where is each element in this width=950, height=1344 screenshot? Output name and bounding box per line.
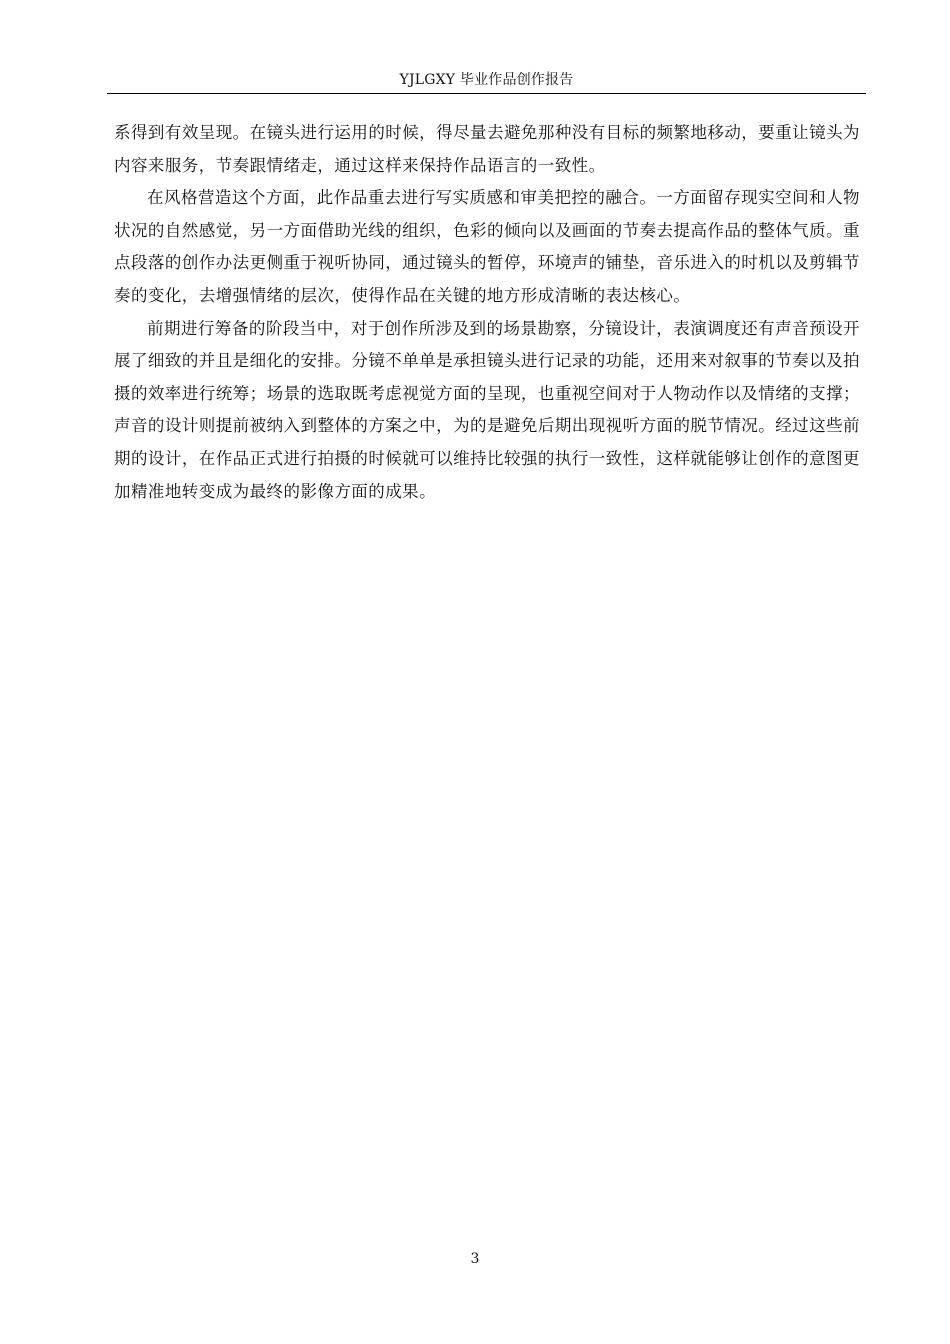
page-header [107,66,866,94]
header-title: YJLGXY 毕业作品创作报告 [399,72,574,88]
page-number: 3 [470,1251,480,1267]
body-text [114,117,860,508]
paragraph-continuation: 系得到有效呈现。在镜头进行运用的时候，得尽量去避免那种没有目标的频繁地移动，要重让镜头为内容来服务，节奏跟情绪走，通过这样来保持作品语言的一致性。 [114,123,860,175]
paragraph-preproduction: 前期进行筹备的阶段当中，对于创作所涉及到的场景勘察，分镜设计，表演调度还有声音预设开展了细致的并且是细化的安排。分镜不单单是承担镜头进行记录的功能，还用来对叙事的节奏以及拍摄的效率进行统筹；场景的选取既考虑视觉方面的呈现，也重视空间对于人物动作以及情绪的支撑；声音的设计则提前被纳入到整体的方案之中，为的是避免后期出现视听方面的脱节情况。经过这些前期的设计，在作品正式进行拍摄的时候就可以维持比较强的执行一致性，这样就能够让创作的意图更加精准地转变成为最终的影像方面的成果。 [114,318,860,501]
paragraph-style: 在风格营造这个方面，此作品重去进行写实质感和审美把控的融合。一方面留存现实空间和人物状况的自然感觉，另一方面借助光线的组织，色彩的倾向以及画面的节奏去提高作品的整体气质。重点段落的创作办法更侧重于视听协同，通过镜头的暂停，环境声的铺垫，音乐进入的时机以及剪辑节奏的变化，去增强情绪的层次，使得作品在关键的地方形成清晰的表达核心。 [114,188,860,305]
